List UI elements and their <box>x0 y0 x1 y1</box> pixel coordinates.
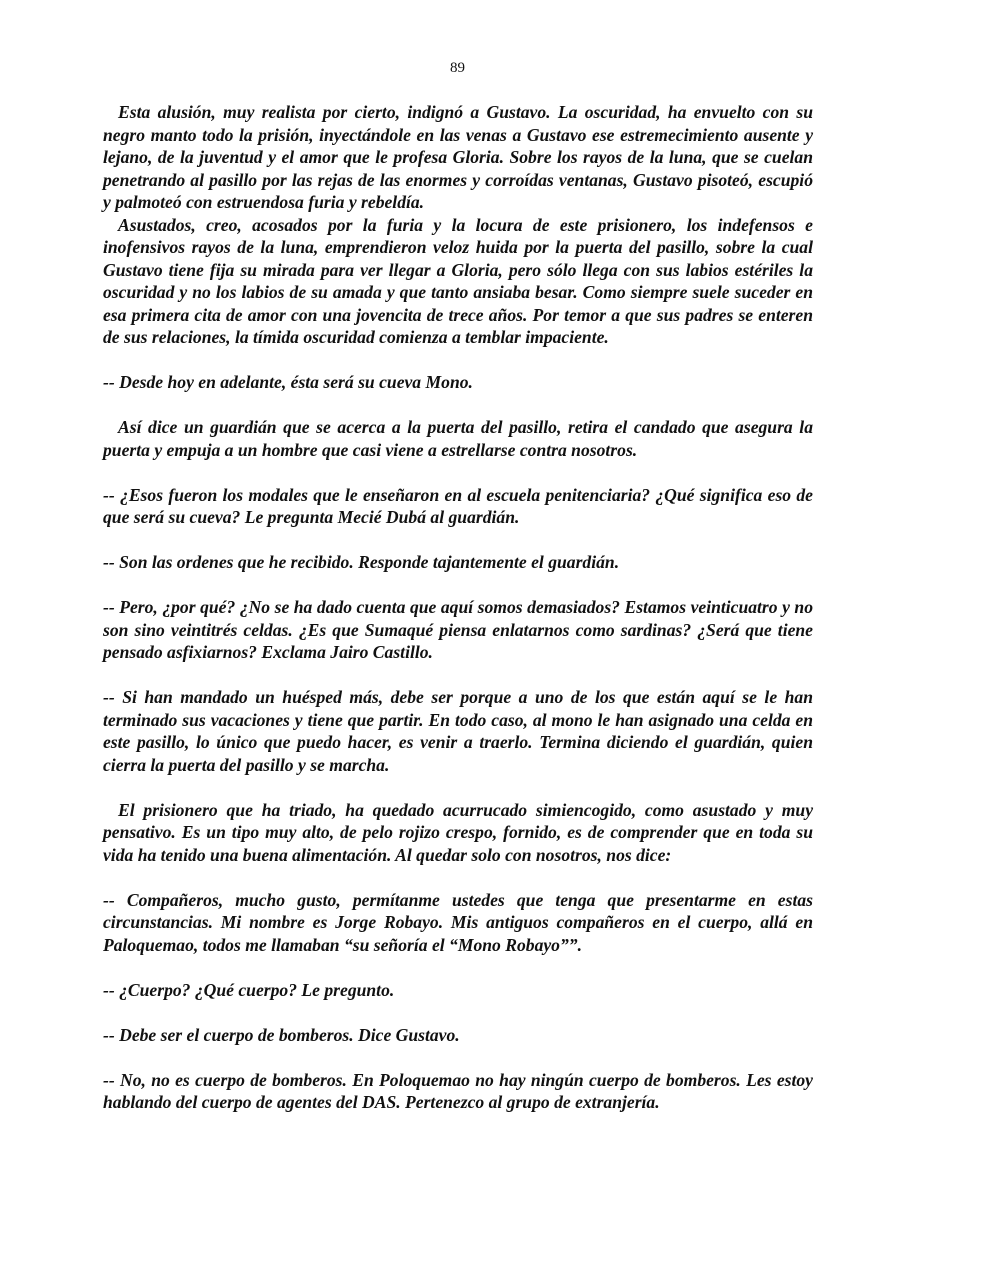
paragraph: Esta alusión, muy realista por cierto, indignó a Gustavo. La oscuridad, ha envuelto con su negro manto todo la prisión, inyectándole en las venas a Gustavo ese estremecimiento ausente y lejano, de la juventud y el amor que le profesa Gloria. Sobre los rayos de la luna, que se cuelan penetrando al pasillo por las rejas de las enormes y corroídas ventanas, Gustavo pisoteó, escupió y palmoteó con estruendosa furia y rebeldía. <box>103 102 813 212</box>
dialogue-line: -- Desde hoy en adelante, ésta será su cueva Mono. <box>103 372 473 392</box>
page-number: 89 <box>450 60 465 76</box>
dialogue-line: -- Pero, ¿por qué? ¿No se ha dado cuenta que aquí somos demasiados? Estamos veinticuatro y no son sino veintitrés celdas. ¿Es que Sumaqué piensa enlatarnos como sardinas? ¿Será que tiene pensado asfixiarnos? Exclama Jairo Castillo. <box>103 597 813 662</box>
paragraph: Asustados, creo, acosados por la furia y la locura de este prisionero, los indefensos e inofensivos rayos de la luna, emprendieron veloz huida por la puerta del pasillo, sobre la cual Gustavo tiene fija su mirada para ver llegar a Gloria, pero sólo llega con sus labios estériles la oscuridad y no los labios de su amada y que tanto ansiaba besar. Como siempre suele suceder en esa primera cita de amor con una jovencita de trece años. Por temor a que sus padres se enteren de sus relaciones, la tímida oscuridad comienza a temblar impaciente. <box>103 214 813 347</box>
dialogue-line: -- Debe ser el cuerpo de bomberos. Dice Gustavo. <box>103 1024 460 1045</box>
dialogue-line: -- Son las ordenes que he recibido. Responde tajantemente el guardián. <box>103 552 620 572</box>
body-text <box>103 101 813 1114</box>
dialogue-line: -- Si han mandado un huésped más, debe ser porque a uno de los que están aquí se le han terminado sus vacaciones y tiene que partir. En todo caso, al mono le han asignado una celda en este pasillo, lo único que puedo hacer, es venir a traerlo. Termina diciendo el guardián, quien cierra la puerta del pasillo y se marcha. <box>103 687 813 775</box>
dialogue-line: -- Compañeros, mucho gusto, permítanme ustedes que tenga que presentarme en estas circunstancias. Mi nombre es Jorge Robayo. Mis antiguos compañeros en el cuerpo, allá en Paloquemao, todos me llamaban “su señoría el “Mono Robayo””. <box>103 889 813 955</box>
paragraph: El prisionero que ha triado, ha quedado acurrucado simiencogido, como asustado y muy pensativo. Es un tipo muy alto, de pelo rojizo crespo, fornido, es de comprender que en toda su vida ha tenido una buena alimentación. Al quedar solo con nosotros, nos dice: <box>103 799 813 865</box>
dialogue-line: -- ¿Cuerpo? ¿Qué cuerpo? Le pregunto. <box>103 979 395 1000</box>
dialogue-line: -- No, no es cuerpo de bomberos. En Poloquemao no hay ningún cuerpo de bomberos. Les estoy hablando del cuerpo de agentes del DAS. Pertenezco al grupo de extranjería. <box>103 1069 813 1112</box>
paragraph: Así dice un guardián que se acerca a la puerta del pasillo, retira el candado que asegura la puerta y empuja a un hombre que casi viene a estrellarse contra nosotros. <box>103 417 813 460</box>
dialogue-line: -- ¿Esos fueron los modales que le enseñaron en al escuela penitenciaria? ¿Qué significa eso de que será su cueva? Le pregunta Mecié Dubá al guardián. <box>103 484 813 527</box>
